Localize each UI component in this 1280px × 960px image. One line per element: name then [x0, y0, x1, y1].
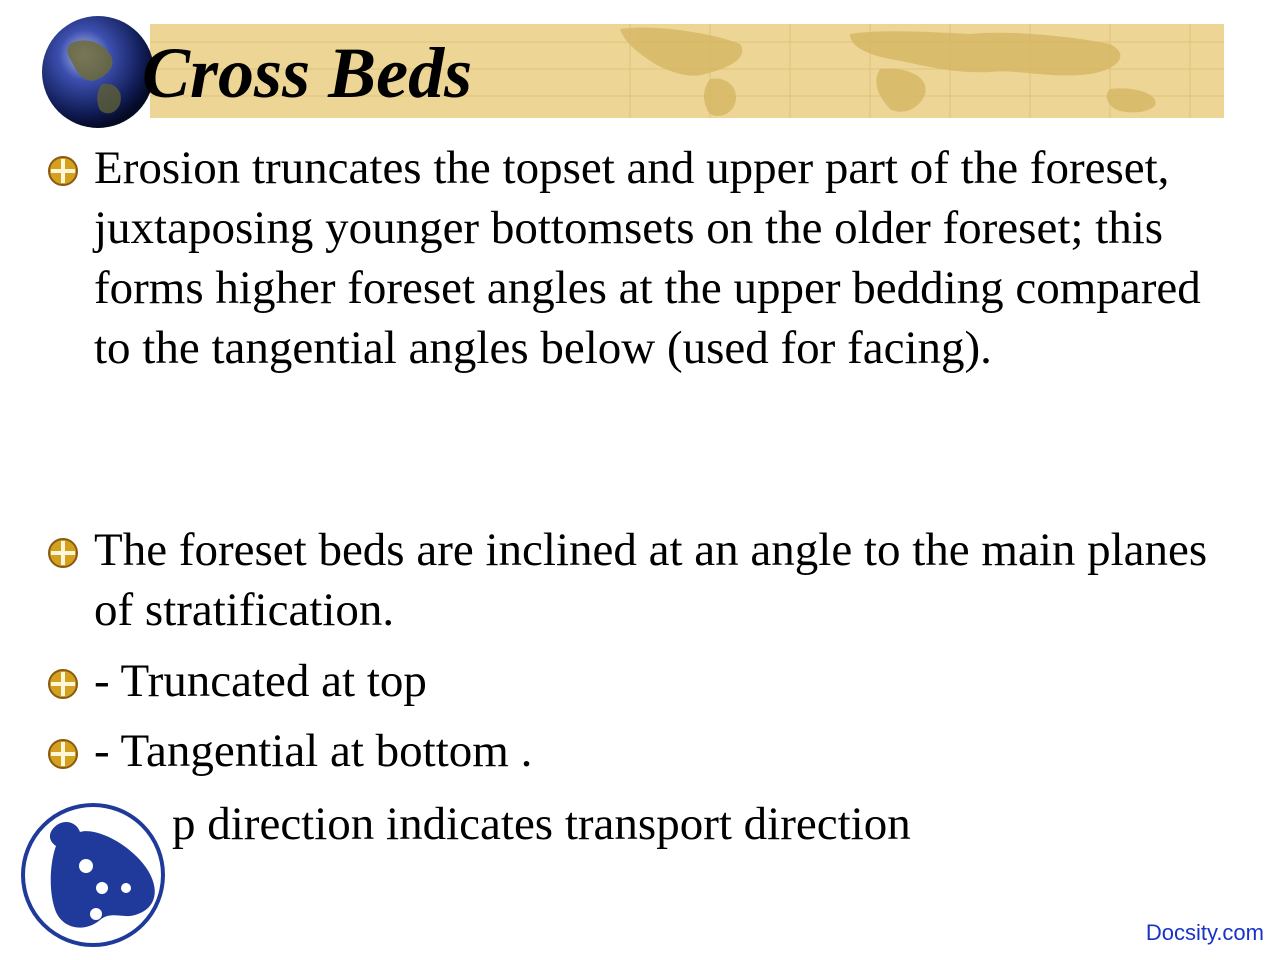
- docsity-logo-icon: [20, 802, 166, 948]
- bullet-foreset-text: The foreset beds are inclined at an angle to the main planes of stratification.: [94, 524, 1208, 636]
- bullet-icon: [46, 737, 80, 771]
- globe-icon: [40, 14, 156, 130]
- bullet-truncated-text: - Truncated at top: [94, 655, 427, 707]
- bullet-icon: [46, 667, 80, 701]
- bullet-tangential-text: - Tangential at bottom .: [94, 725, 533, 777]
- bullet-icon: [46, 154, 80, 188]
- partial-direction-text: p direction indicates transport direction: [172, 798, 911, 850]
- slide-title: Cross Beds: [142, 33, 473, 113]
- docsity-watermark[interactable]: Docsity.com: [1145, 920, 1264, 945]
- bullet-icon: [46, 536, 80, 570]
- bullet-erosion-text: Erosion truncates the topset and upper part of the foreset, juxtaposing younger bottomsets on the older foreset; this forms higher foreset angles at the upper bedding compared to the tangential angles below (used for facing).: [94, 142, 1201, 374]
